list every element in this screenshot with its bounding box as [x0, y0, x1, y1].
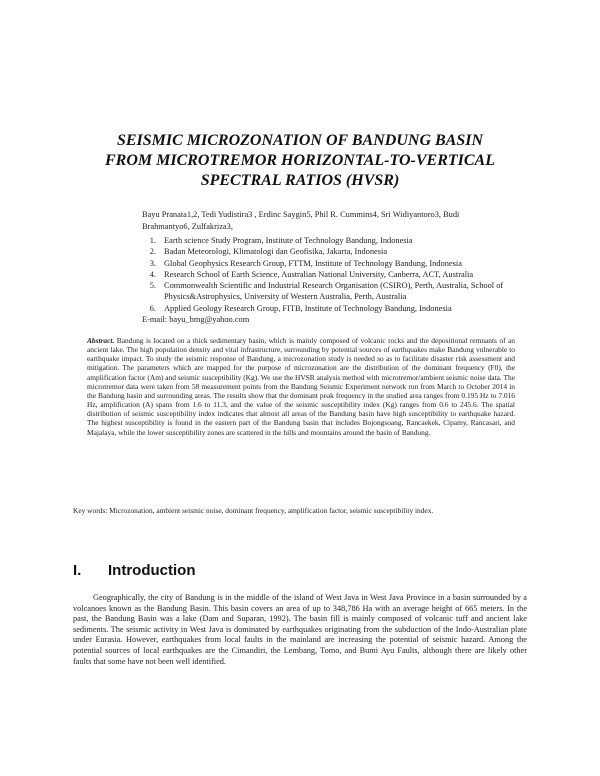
affiliation-text: Research School of Earth Science, Australian National University, Canberra, ACT, Australia — [164, 269, 474, 279]
affiliation-number: 6. — [149, 303, 156, 313]
affiliation-number: 3. — [149, 258, 156, 268]
affiliation-text: Global Geophysics Research Group, FTTM, Institute of Technology Bandung, Indonesia — [164, 258, 462, 268]
affiliation-number: 4. — [149, 269, 156, 279]
affiliation-number: 1. — [149, 236, 156, 245]
paper-title — [80, 131, 520, 191]
title-line-1: SEISMIC MICROZONATION OF BANDUNG BASIN — [116, 132, 484, 149]
title-line-3: SPECTRAL RATIOS (HVSR) — [200, 172, 400, 189]
section-heading — [73, 561, 195, 581]
abstract-text: Bandung is located on a thick sedimentary basin, which is mainly composed of volcanic rocks and the depositional remnants of an ancient lake. The high population density and vital infrastructure, surrounding by potential sources of earthquakes make Bandung vulnerable to earthquake impact. To study the seismic response of Bandung, a microzonation study is needed so as to facilitate disaster risk assessment and mitigation. The parameters which are mapped for the purpose of microzonation are the distribution of the dominant frequency (F0), the amplification factor (Am) and seismic susceptibility (Kg). We use the HVSR analysis method with microtremor/ambient seismic noise data. The microtremor data were taken from 58 measurement points from the Bandung Seismic Experiment network run from March to October 2014 in the Bandung basin and surrounding areas. The results show that the dominant peak frequency in the studied area ranges from 0.195 Hz to 7.016 Hz, amplification (A) spans from 1.6 to 11.3, and the value of the seismic susceptibility index (Kg) ranges from 0.6 to 245.6. The spatial distribution of seismic susceptibility index indicates that almost all areas of the Bandung basin have high susceptibility to earthquake hazard. The highest susceptibility is found in the eastern part of the Bandung basin that includes Bojongsoang, Rancaekek, Cipamy, Rancasari, and Majalaya, while the lower susceptibility zones are scattered in the hills and mountains around the basin of Bandung. — [87, 336, 515, 437]
abstract — [87, 336, 515, 437]
affiliation-text: Applied Geology Research Group, FITB, Institute of Technology Bandung, Indonesia — [164, 303, 452, 313]
affiliation-number: 5. — [149, 281, 156, 291]
affiliation-number: 2. — [149, 247, 156, 257]
affiliation-text: Earth science Study Program, Institute of Technology Bandung, Indonesia — [164, 236, 413, 245]
contact-email: E-mail: bayu_bmg@yahoo.com — [142, 315, 250, 324]
abstract-label: Abstract. — [87, 336, 115, 345]
affiliation-list — [142, 235, 532, 314]
affiliation-item — [142, 303, 532, 314]
affiliation-item — [142, 258, 532, 269]
affiliation-text: Commonwealth Scientific and Industrial Research Organisation (CSIRO), Perth, Australia, School of Physics&Astrophysics, University of Western Australia, Perth, Australia — [164, 281, 504, 302]
keywords: Key words: Microzonation, ambient seismic noise, dominant frequency, amplification factor, seismic susceptibility index. — [73, 506, 434, 515]
affiliation-item — [142, 269, 532, 280]
affiliation-item — [142, 235, 532, 246]
section-number: I. — [73, 562, 82, 579]
introduction-paragraph: Geographically, the city of Bandung is in the middle of the island of West Java in West Java Province in a basin surrounded by a volcanoes known as the Bandung Basin. This basin covers an area of up to 348,786 Ha with an average height of 665 meters. In the past, the Bandung Basin was a lake (Dam and Suparan, 1992). The basin fill is mainly composed of volcanic tuff and ancient lake sediments. The seismic activity in West Java is dominated by earthquakes originating from the subduction of the Indo-Australian plate under Eurasia. However, earthquakes from local faults in the mainland are increasing the potential of seismic hazard. Among the potential sources of local earthquakes are the Cimandiri, the Lembang, Tomo, and Bumi Ayu Faults, although there are likely other faults that some have not been well identified. — [73, 593, 527, 666]
section-title: Introduction — [108, 562, 196, 579]
author-list: Bayu Pranata1,2, Tedi Yudistira3 , Erdinc Saygin5, Phil R. Cummins4, Sri Widiyantoro3, Budi Brahmantyo6, Zulfakriza3, — [142, 210, 460, 231]
title-line-2: FROM MICROTREMOR HORIZONTAL-TO-VERTICAL — [105, 152, 495, 169]
affiliation-text: Badan Meteorologi, Klimatologi dan Geofisika, Jakarta, Indonesia — [164, 247, 388, 257]
affiliation-item — [142, 280, 532, 303]
affiliation-item — [142, 246, 532, 257]
